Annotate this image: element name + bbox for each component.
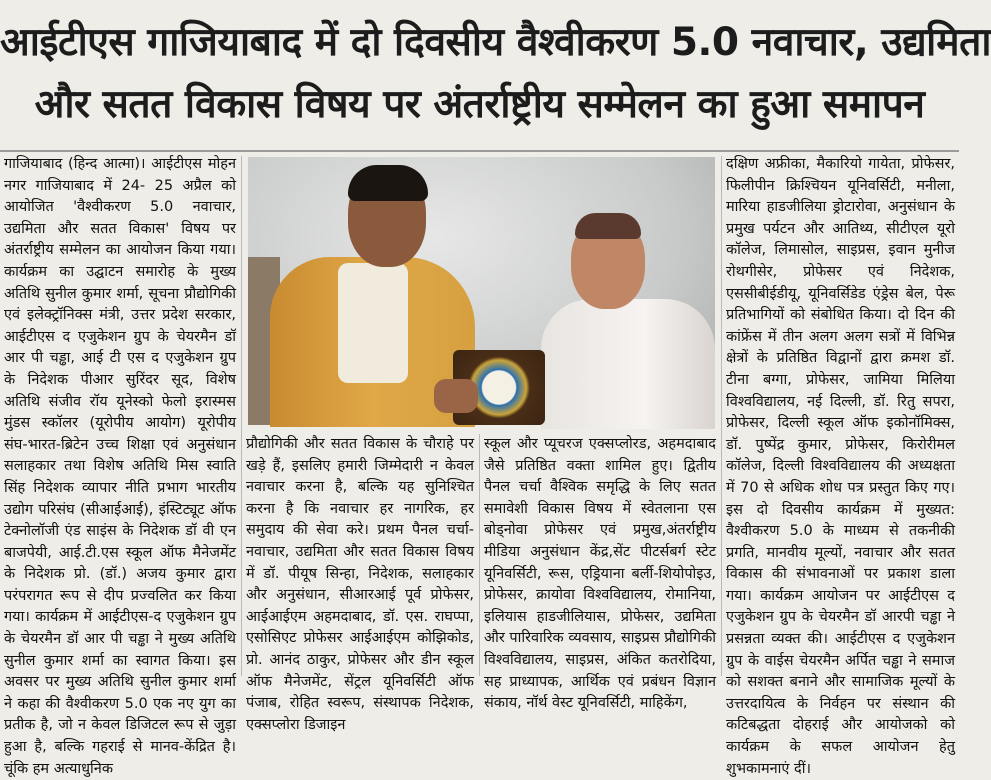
photo-hands bbox=[434, 379, 478, 413]
article-column-4 bbox=[726, 154, 955, 777]
photo-elder-hair bbox=[575, 213, 641, 239]
photo-man-hair bbox=[348, 165, 428, 201]
headline-rule bbox=[0, 150, 959, 152]
article-text-column-4: दक्षिण अफ्रीका, मैकारियो गायेता, प्रोफेसर, फिलीपीन क्रिश्चियन यूनिवर्सिटी, मनीला, मारिया हाडजीलिया ड्रोटारोवा, अनुसंधान के प्रमुख पर्यटन और आतिथ्य, सीटीएल यूरो कॉलेज, लिमासोल, साइप्रस, इवान मुनीज रोथगीसेर, प्रोफेसर एवं निदेशक, एससीबीईडीयू, यूनिवर्सिडेड एंड्रेस बेल, पेरू प्रतिभागियों को संबोधित किया। दो दिन की कांफ्रेंस में तीन अलग अलग सत्रों में विभिन्न क्षेत्रों के प्रतिष्ठित विद्वानों द्वारा क्रमश डॉ. टीना बग्गा, प्रोफेसर, जामिया मिलिया विश्वविद्यालय, नई दिल्ली, डॉ. रितु सपरा, प्रोफेसर, दिल्ली स्कूल ऑफ इकोनॉमिक्स, डॉ. पुष्पेंद्र कुमार, प्रोफेसर, किरोरीमल कॉलेज, दिल्ली विश्वविद्यालय की अध्यक्षता में 70 से अधिक शोध पत्र प्रस्तुत किए गए। इस दो दिवसीय कार्यक्रम में मुख्यत: वैश्वीकरण 5.0 के माध्यम से तकनीकी प्रगति, मानवीय मूल्यों, नवाचार और सतत विकास की संभावनाओं पर प्रकाश डाला गया। कार्यक्रम आयोजन पर आईटीएस द एजुकेशन ग्रुप के चेयरमैन डॉ आरपी चड्ढा ने प्रसन्नता व्यक्त की। आईटीएस द एजुकेशन ग्रुप के वाईस चेयरमैन अर्पित चड्ढा ने समाज को सशक्त बनाने और सामाजिक मूल्यों के उत्तरदायित्व के निर्वहन पर संस्थान की कटिबद्धता दोहराई और आयोजको को कार्यक्रम के सफल आयोजन हेतु शुभकामनाएं दीं। bbox=[726, 156, 955, 777]
headline-line-1: आईटीएस गाजियाबाद में दो दिवसीय वैश्वीकरण 5.0 नवाचार, उद्यमिता bbox=[0, 20, 991, 65]
column-divider-1 bbox=[241, 156, 242, 676]
article-text-column-1: गाजियाबाद (हिन्द आत्मा)। आईटीएस मोहन नगर गाजियाबाद में 24- 25 अप्रैल को आयोजित 'वैश्वीकरण 5.0 नवाचार, उद्यमिता और सतत विकास' विषय पर अंतर्राष्ट्रीय सम्मेलन का आयोजन किया गया। कार्यक्रम का उद्घाटन समारोह के मुख्य अतिथि सुनील कुमार शर्मा, सूचना प्रौद्योगिकी एवं इलेक्ट्रॉनिक्स मंत्री, उत्तर प्रदेश सरकार, आईटीएस द एजुकेशन ग्रुप के चेयरमैन डॉ आर पी चड्ढा, आई टी एस द एजुकेशन ग्रुप के निदेशक पीआर सुरिंदर सूद, विशेष अतिथि संजीव रॉय यूनेस्को फेलो इरास्मस मुंडस स्कॉलर (यूरोपीय आयोग) यूरोपीय संघ-भारत-ब्रिटेन उच्च शिक्षा एवं अनुसंधान सलाहकार तथा विशेष अतिथि मिस स्वाति सिंह निदेशक व्यापार नीति प्रभाग भारतीय उद्योग परिसंघ (सीआईआई), इंस्टिट्यूट ऑफ टेक्नोलॉजी एंड साइंस के निदेशक डॉ वी एन बाजपेयी, आई.टी.एस स्कूल ऑफ मैनेजमेंट के निदेशक प्रो. (डॉ.) अजय कुमार द्वारा परंपरागत रूप से दीप प्रज्वलित कर किया गया। कार्यक्रम में आईटीएस-द एजुकेशन ग्रुप के चेयरमैन डॉ आर पी चड्ढा ने मुख्य अतिथि सुनील कुमार शर्मा का स्वागत किया। इस अवसर पर मुख्य अतिथि सुनील कुमार शर्मा ने कहा की वैश्वीकरण 5.0 एक नए युग का प्रतीक है, जो न केवल डिजिटल रूप से जुड़ा हुआ है, बल्कि गहराई से मानव-केंद्रित है। चूंकि हम अत्याधुनिक bbox=[4, 156, 236, 777]
article-column-3 bbox=[484, 434, 716, 712]
article-column-1 bbox=[4, 154, 236, 777]
article-text-column-2: प्रौद्योगिकी और सतत विकास के चौराहे पर खड़े हैं, इसलिए हमारी जिम्मेदारी न केवल नवाचार करना है, बल्कि यह सुनिश्चित करना है कि नवाचार हर नागरिक, हर समुदाय की सेवा करे। प्रथम पैनल चर्चा- नवाचार, उद्यमिता और सतत विकास विषय में डॉ. पीयूष सिन्हा, निदेशक, सलाहकार और अनुसंधान, सीआरआई पूर्व प्रोफेसर, आईआईएम अहमदाबाद, डॉ. एस. राघप्पा, एसोसिएट प्रोफेसर आईआईएम कोझिकोड, प्रो. आनंद ठाकुर, प्रोफेसर और डीन स्कूल ऑफ मैनेजमेंट, सेंट्रल यूनिवर्सिटी ऑफ पंजाब, रोहित स्वरूप, संस्थापक निदेशक, एक्सप्लोरा डिजाइन bbox=[246, 436, 474, 733]
article-text-column-3: स्कूल और प्यूचरज एक्सप्लोरड, अहमदाबाद जैसे प्रतिष्ठित वक्ता शामिल हुए। द्वितीय पैनल चर्चा वैश्विक समृद्धि के लिए सतत समावेशी विकास विषय में स्वेतलाना एस बोड्नोवा प्रोफेसर एवं प्रमुख,अंतर्राष्ट्रीय मीडिया अनुसंधान केंद्र,सेंट पीटर्सबर्ग स्टेट यूनिवर्सिटी, रूस, एड्रियाना बर्ली-शियोपोइउ, प्रोफेसर, क्रायोवा विश्वविद्यालय, रोमानिया, इलियास हाडजीलियास, प्रोफेसर, उद्यमिता और पारिवारिक व्यवसाय, साइप्रस प्रौद्योगिकी विश्वविद्यालय, साइप्रस, अंकित कतरोदिया, सह प्राध्यापक, आर्थिक एवं प्रबंधन विज्ञान संकाय, नॉर्थ वेस्ट यूनिवर्सिटी, माहिकेंग, bbox=[484, 436, 716, 712]
column-divider-3 bbox=[721, 156, 722, 676]
news-photo bbox=[248, 157, 715, 425]
headline-line-2: और सतत विकास विषय पर अंतर्राष्ट्रीय सम्मेलन का हुआ समापन bbox=[34, 82, 925, 127]
column-divider-2 bbox=[479, 434, 480, 676]
article-column-2 bbox=[246, 434, 474, 733]
photo-elder-man bbox=[541, 299, 715, 429]
photo-man-shirt bbox=[338, 263, 408, 383]
headline bbox=[0, 0, 991, 150]
